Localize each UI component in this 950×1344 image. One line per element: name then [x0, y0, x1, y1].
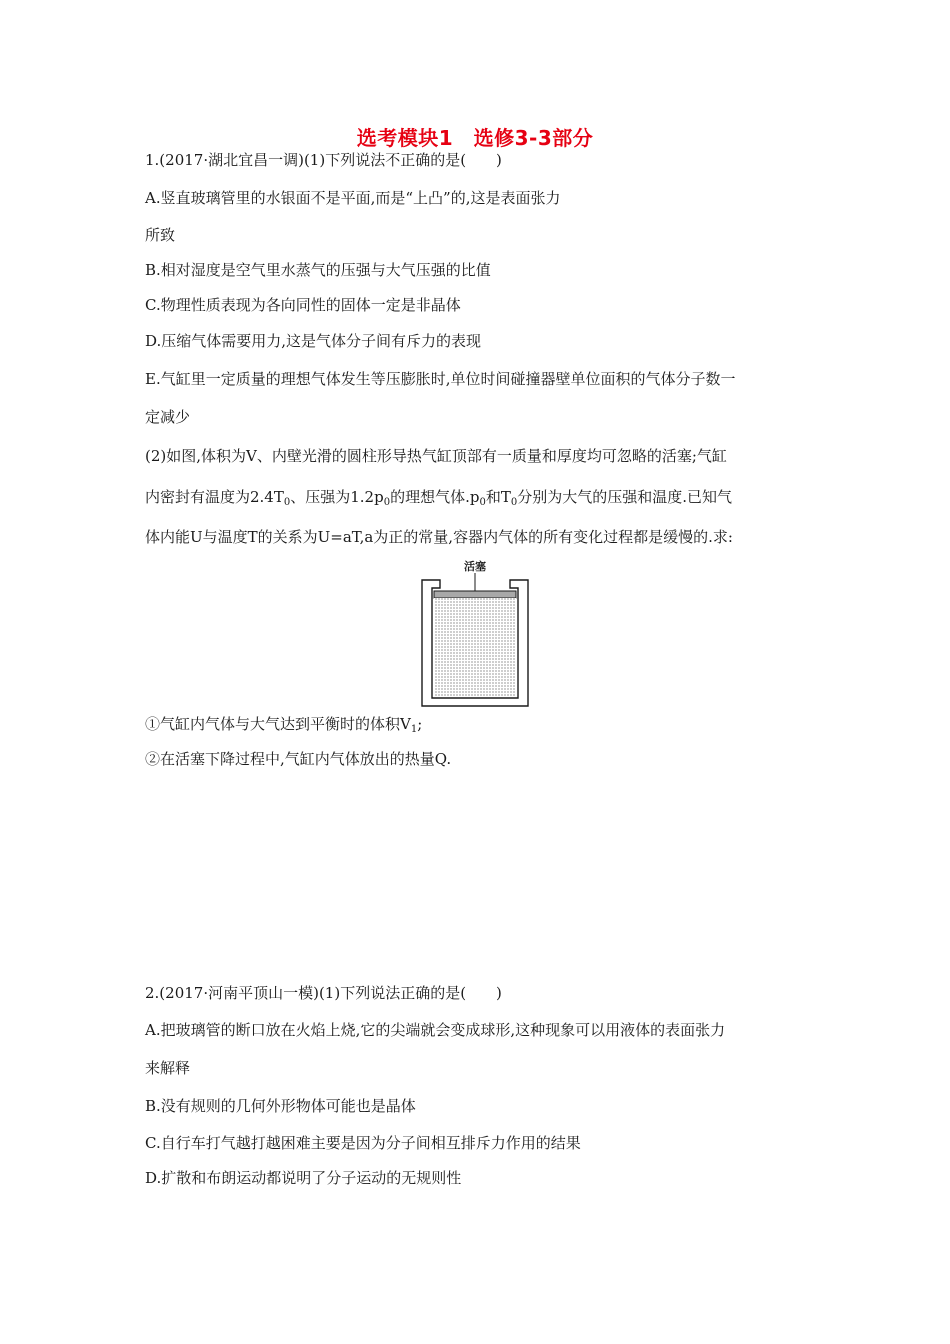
q1-option-a-line2: 所致 [145, 226, 176, 244]
q1-option-d: D.压缩气体需要用力,这是气体分子间有斥力的表现 [145, 332, 482, 350]
gas-region [434, 598, 516, 696]
q1-stem: 1.(2017·湖北宜昌一调)(1)下列说法不正确的是( ) [145, 151, 502, 169]
q1-option-e-line1: E.气缸里一定质量的理想气体发生等压膨胀时,单位时间碰撞器壁单位面积的气体分子数一 [145, 370, 736, 388]
q1-option-a-line1: A.竖直玻璃管里的水银面不是平面,而是“上凸”的,这是表面张力 [145, 189, 561, 207]
cylinder-piston-figure [420, 556, 530, 708]
q2-stem: 2.(2017·河南平顶山一模)(1)下列说法正确的是( ) [145, 984, 502, 1002]
q2-option-a-line1: A.把玻璃管的断口放在火焰上烧,它的尖端就会变成球形,这种现象可以用液体的表面张力 [145, 1021, 726, 1039]
q1-option-c: C.物理性质表现为各向同性的固体一定是非晶体 [145, 296, 461, 314]
q1-part2-line1: (2)如图,体积为V、内壁光滑的圆柱形导热气缸顶部有一质量和厚度均可忽略的活塞;气缸 [145, 447, 727, 465]
q1-option-b: B.相对湿度是空气里水蒸气的压强与大气压强的比值 [145, 261, 491, 279]
q1-part2-line2: 内密封有温度为$2.4T_0$、压强为$1.2p_0$的理想气体$.p_0$和$T_0$分别为大气的压强和温度.已知气 [145, 488, 733, 508]
piston-label: 活塞 [464, 560, 486, 573]
q2-option-c: C.自行车打气越打越困难主要是因为分子间相互排斥力作用的结果 [145, 1134, 581, 1152]
q1-option-e-line2: 定减少 [145, 408, 191, 426]
q1-part2-line3: 体内能U与温度T的关系为U=aT,a为正的常量,容器内气体的所有变化过程都是缓慢的.求: [145, 528, 733, 546]
q2-option-b: B.没有规则的几何外形物体可能也是晶体 [145, 1097, 416, 1115]
piston [434, 591, 516, 598]
q1-ask1: ①气缸内气体与大气达到平衡时的体积$V_1$; [145, 715, 423, 735]
q2-option-d: D.扩散和布朗运动都说明了分子运动的无规则性 [145, 1169, 462, 1187]
page-title: 选考模块1 选修3-3部分 [356, 126, 594, 150]
q2-option-a-line2: 来解释 [145, 1059, 191, 1077]
q1-ask2: ②在活塞下降过程中,气缸内气体放出的热量Q. [145, 750, 452, 768]
